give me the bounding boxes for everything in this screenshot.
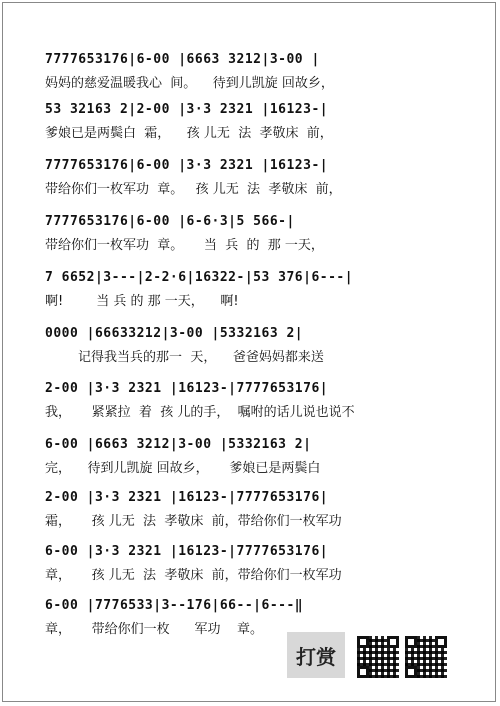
lyrics-row: 爹娘已是两鬓白 霜， 孩 儿无 法 孝敬床 前， — [45, 126, 333, 141]
lyrics-row: 我， 紧紧拉 着 孩 儿的手， 嘱咐的话儿说也说不 — [45, 405, 355, 420]
lyrics-row: 啊! 当 兵 的 那 一天， 啊! — [45, 294, 239, 309]
notation-row: 6-00 |3·3 2321 |16123-|7777653176| — [45, 544, 329, 559]
lyrics-row: 带给你们一枚军功 章。 孩 儿无 法 孝敬床 前， — [45, 182, 342, 197]
notation-row: 0000 |66633212|3-00 |5332163 2| — [45, 326, 304, 341]
lyrics-row: 霜， 孩 儿无 法 孝敬床 前，带给你们一枚军功 — [45, 514, 342, 529]
reward-button[interactable]: 打赏 — [287, 632, 345, 678]
notation-row: 7777653176|6-00 |6-6·3|5 566-| — [45, 214, 295, 229]
notation-row: 6-00 |7776533|3--176|66--|6---‖ — [45, 598, 304, 613]
notation-row: 2-00 |3·3 2321 |16123-|7777653176| — [45, 381, 329, 396]
lyrics-row: 带给你们一枚军功 章。 当 兵 的 那 一天， — [45, 238, 324, 253]
notation-row: 7777653176|6-00 |3·3 2321 |16123-| — [45, 158, 329, 173]
notation-row: 2-00 |3·3 2321 |16123-|7777653176| — [45, 490, 329, 505]
lyrics-row: 章， 带给你们一枚 军功 章。 — [45, 622, 263, 637]
lyrics-row: 章， 孩 儿无 法 孝敬床 前，带给你们一枚军功 — [45, 568, 342, 583]
qr-code-icon — [405, 636, 447, 678]
lyrics-row: 记得我当兵的那一 天， 爸爸妈妈都来送 — [45, 350, 324, 365]
qr-code-icon — [357, 636, 399, 678]
notation-row: 6-00 |6663 3212|3-00 |5332163 2| — [45, 437, 312, 452]
notation-row: 53 32163 2|2-00 |3·3 2321 |16123-| — [45, 102, 329, 117]
lyrics-row: 完， 待到儿凯旋 回故乡， 爹娘已是两鬓白 — [45, 461, 321, 476]
notation-row: 7 6652|3---|2-2·6|16322-|53 376|6---| — [45, 270, 354, 285]
lyrics-row: 妈妈的慈爱温暖我心 间。 待到儿凯旋 回故乡， — [45, 76, 334, 91]
notation-row: 7777653176|6-00 |6663 3212|3-00 | — [45, 52, 320, 67]
